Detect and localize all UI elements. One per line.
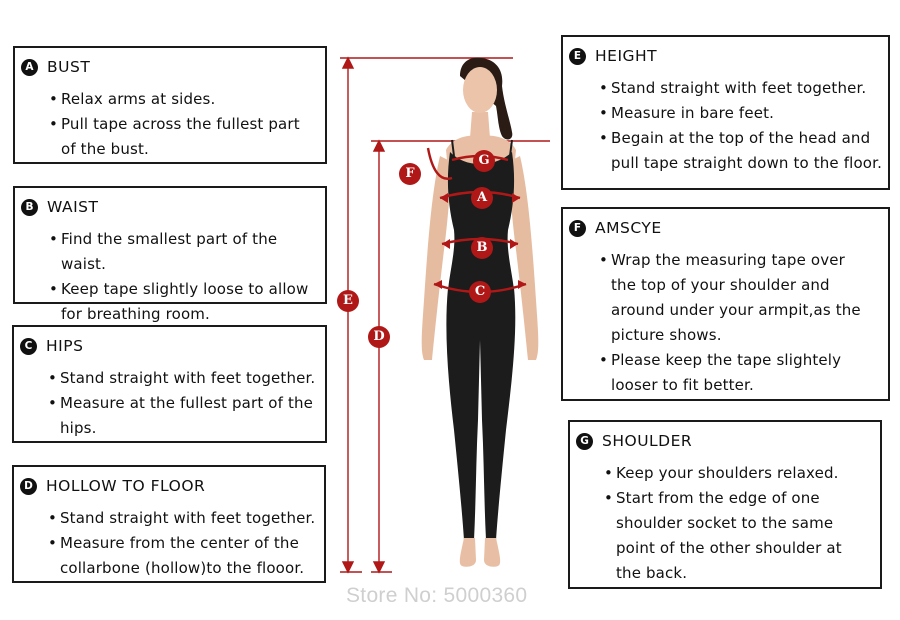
hips-header [20,337,83,355]
waist-item-2: • Keep tape slightly loose to allow for breathing room. [49,277,319,327]
badge-b: B [21,199,38,216]
bust-item-2: • Pull tape across the fullest part of the bust. [49,112,319,162]
height-item-3: • Begain at the top of the head and pull tape straight down to the floor. [599,126,882,176]
amscye-list [599,248,868,398]
marker-f: F [399,163,421,185]
badge-f: F [569,220,586,237]
shoulder-header [576,432,692,450]
badge-d: D [20,478,37,495]
waist-title: WAIST [47,198,99,216]
amscye-title: AMSCYE [595,219,662,237]
marker-a: A [471,187,493,209]
badge-g: G [576,433,593,450]
hips-item-2: • Measure at the fullest part of the hips. [48,391,319,441]
height-list [599,76,882,176]
bust-item-1: • Relax arms at sides. [49,87,319,112]
amscye-item-1: • Wrap the measuring tape over the top of your shoulder and around under your armpit,as the picture shows. [599,248,868,348]
store-number-watermark: Store No: 5000360 [346,584,528,607]
hips-card [12,325,327,443]
measurement-figure [328,0,560,616]
hollow-title: HOLLOW TO FLOOR [46,477,206,495]
hollow-list [48,506,318,581]
shoulder-item-2: • Start from the edge of one shoulder socket to the same point of the other shoulder at the back. [604,486,856,586]
height-title: HEIGHT [595,47,658,65]
waist-item-1: • Find the smallest part of the waist. [49,227,319,277]
waist-card [13,186,327,323]
height-header [569,47,657,65]
model-body [422,58,539,567]
model-illustration [328,0,560,616]
waist-header [21,198,98,216]
hollow-header [20,477,205,495]
shoulder-card [568,420,882,589]
height-item-2: • Measure in bare feet. [599,101,882,126]
marker-d: D [368,326,390,348]
hips-list [48,366,319,441]
marker-c: C [469,281,491,303]
bust-list [49,87,319,162]
hips-item-1: • Stand straight with feet together. [48,366,319,391]
amscye-header [569,219,662,237]
bust-card [13,46,327,164]
shoulder-list [604,461,856,586]
hips-title: HIPS [46,337,84,355]
hollow-item-1: • Stand straight with feet together. [48,506,318,531]
badge-c: C [20,338,37,355]
bust-title: BUST [47,58,91,76]
shoulder-item-1: • Keep your shoulders relaxed. [604,461,856,486]
marker-b: B [471,237,493,259]
marker-e: E [337,290,359,312]
hollow-item-2: • Measure from the center of the collarbone (hollow)to the flooor. [48,531,318,581]
waist-list [49,227,319,327]
badge-a: A [21,59,38,76]
shoulder-title: SHOULDER [602,432,693,450]
marker-g: G [473,150,495,172]
bust-header [21,58,90,76]
height-card [561,35,890,190]
height-item-1: • Stand straight with feet together. [599,76,882,101]
badge-e: E [569,48,586,65]
amscye-item-2: • Please keep the tape slightely looser to fit better. [599,348,868,398]
amscye-card [561,207,890,401]
hollow-to-floor-card [12,465,326,583]
